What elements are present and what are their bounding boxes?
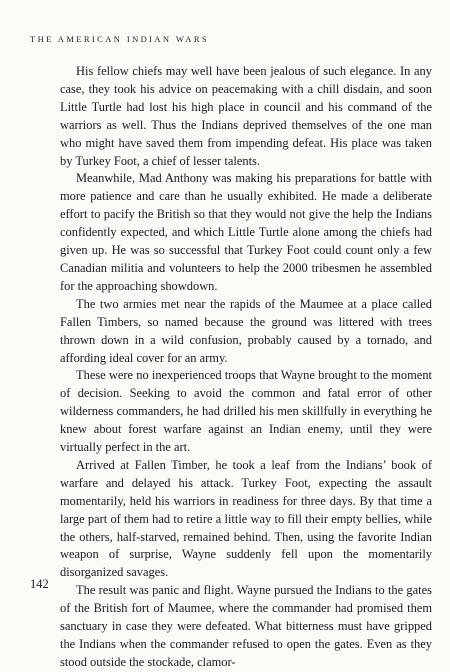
paragraph: Meanwhile, Mad Anthony was making his preparations for battle with more patience and care than he usually exhibited. He made a deliberate effort to pacify the British so that they would not give the help the Indians confidently expected, and which Little Turtle alone among the chiefs had given up. He was so successful that Turkey Foot could count only a few Canadian militia and volunteers to help the 2000 tribesmen he assembled for the approaching showdown.: [60, 171, 432, 293]
paragraph: Arrived at Fallen Timber, he took a leaf from the Indians’ book of warfare and delayed his attack. Turkey Foot, expecting the assault momentarily, held his warriors in readiness for three days. By that time a large part of them had to retire a little way to fill their empty bellies, while the others, half-starved, remained behind. Then, using the favorite Indian weapon of surprise, Wayne suddenly fell upon the momentarily disorganized savages.: [60, 457, 432, 580]
body-text: [60, 63, 432, 672]
page-number: 142: [30, 577, 49, 591]
paragraph: The result was panic and flight. Wayne pursued the Indians to the gates of the British fort of Maumee, where the commander had promised them sanctuary in case they were defeated. What bitterness must have gripped the Indians when the commander refused to open the gates. Even as they stood outside the stockade, clamor-: [60, 583, 432, 669]
running-header: THE AMERICAN INDIAN WARS: [30, 34, 210, 44]
paragraph: The two armies met near the rapids of the Maumee at a place called Fallen Timbers, so named because the ground was littered with trees thrown down in a wild confusion, probably caused by a tornado, and affording ideal cover for an army.: [60, 296, 432, 365]
paragraph: These were no inexperienced troops that Wayne brought to the moment of decision. Seeking to avoid the common and fatal error of other wilderness commanders, he had drilled his men skillfully in everything he knew about forest warfare against an Indian enemy, until they were virtually perfect in the art.: [60, 368, 432, 455]
paragraph: His fellow chiefs may well have been jealous of such elegance. In any case, they took his advice on peacemaking with a chill disdain, and soon Little Turtle had lost his high place in council and his command of the warriors as well. Thus the Indians deprived themselves of the one man who might have saved them from impending defeat. His place was taken by Turkey Foot, a chief of lesser talents.: [60, 64, 432, 168]
